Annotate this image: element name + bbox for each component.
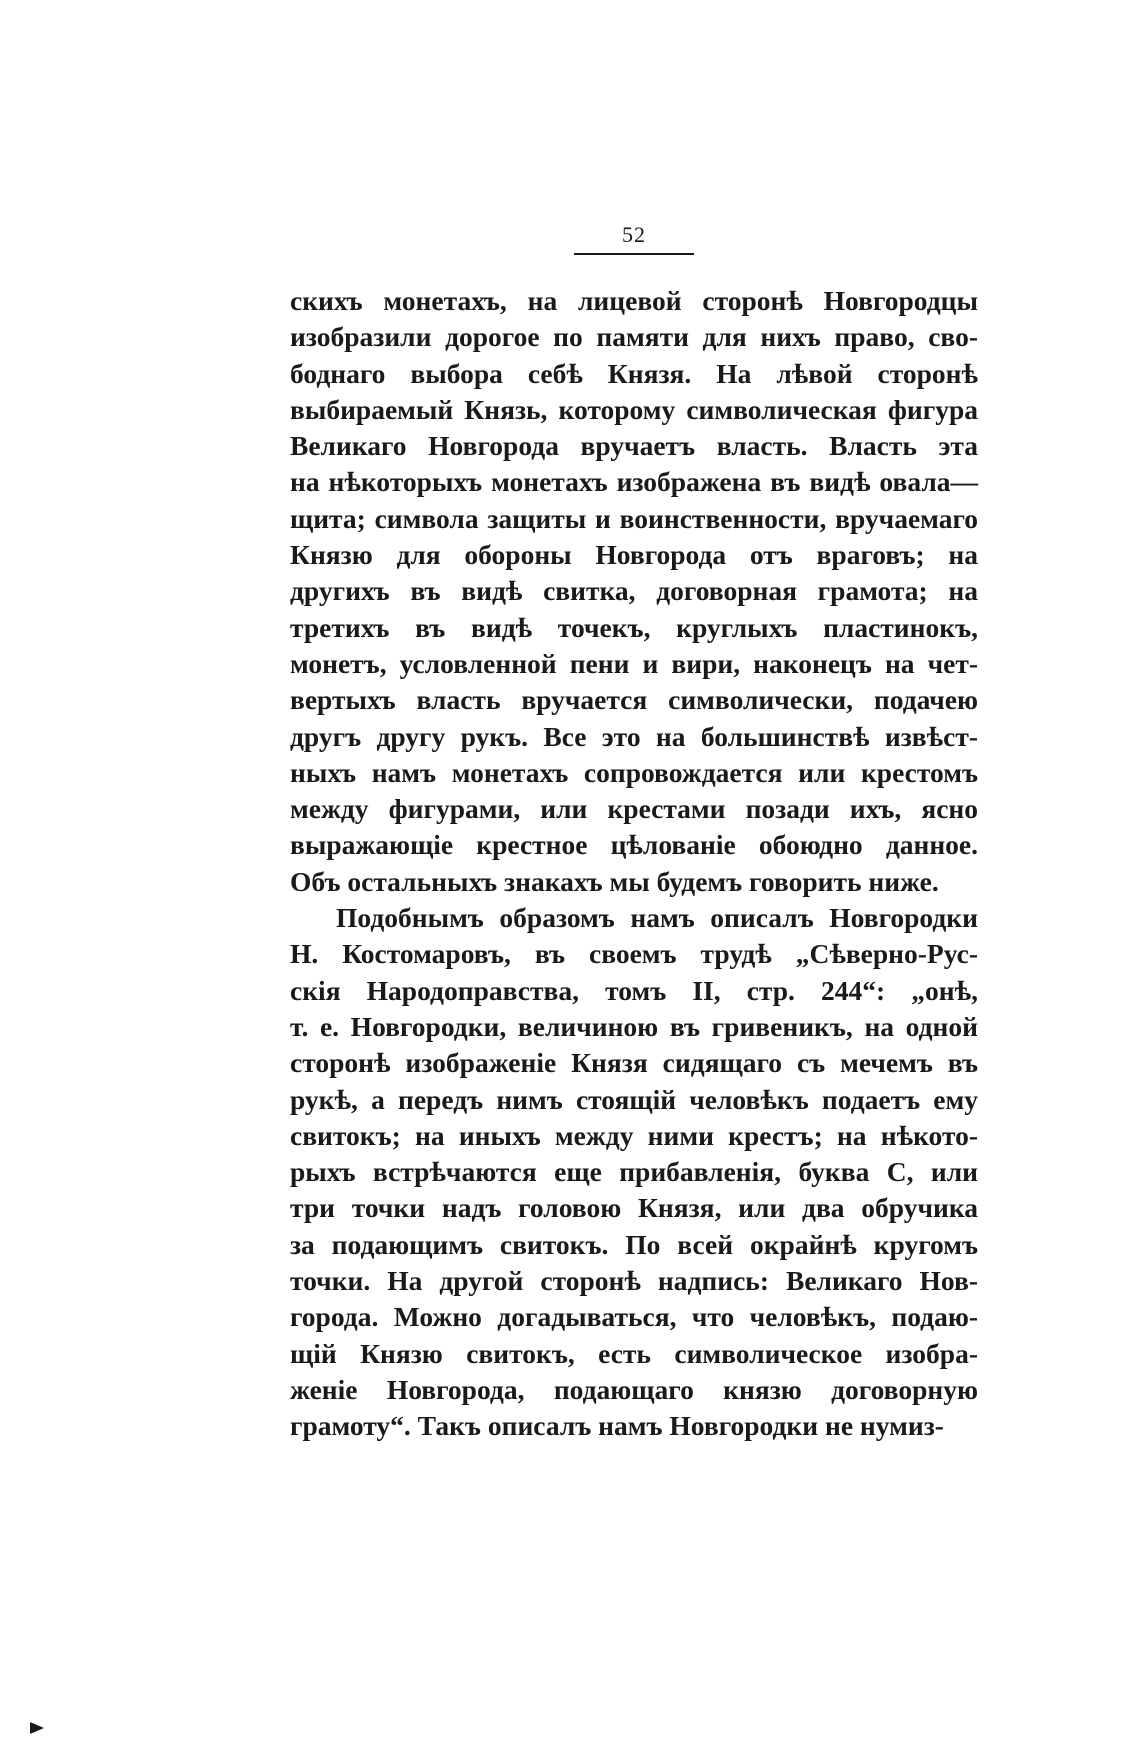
text-line: третихъ въ видѣ точекъ, круглыхъ пластинокъ, — [290, 611, 978, 643]
corner-arrow-icon — [30, 1722, 44, 1734]
paragraph-2 — [290, 900, 978, 1444]
text-line: т. е. Новгородки, величиною въ гривеникъ, на одной — [290, 1010, 978, 1042]
text-line: женіе Новгорода, подающаго князю договорную — [290, 1373, 978, 1405]
text-line: за подающимъ свитокъ. По всей окрайнѣ кругомъ — [290, 1228, 978, 1260]
text-line: грамоту“. Такъ описалъ намъ Новгородки не нумиз- — [290, 1410, 944, 1442]
text-line: Подобнымъ образомъ намъ описалъ Новгородки — [336, 902, 978, 934]
text-line: точки. На другой сторонѣ надпись: Великаго Нов- — [290, 1265, 978, 1297]
text-line: скія Народоправства, томъ II, стр. 244“: „онѣ, — [290, 974, 978, 1006]
text-line: скихъ монетахъ, на лицевой сторонѣ Новгородцы — [290, 285, 978, 316]
text-line: вертыхъ власть вручается символически, подачею — [290, 684, 978, 716]
text-line: щита; символа защиты и воинственности, вручаемаго — [290, 502, 978, 534]
text-line: Объ остальныхъ знакахъ мы будемъ говорить ниже. — [290, 865, 939, 897]
text-line: три точки надъ головою Князя, или два обручика — [290, 1192, 978, 1224]
text-line: боднаго выбора себѣ Князя. На лѣвой сторонѣ — [290, 357, 978, 389]
page-number: 52 — [622, 222, 646, 247]
paragraph-1 — [290, 283, 978, 900]
text-line: выбираемый Князь, которому символическая фигура — [290, 393, 978, 425]
text-line: Князю для обороны Новгорода отъ враговъ; на — [290, 539, 978, 571]
text-line: монетъ, условленной пени и вири, наконецъ на чет- — [290, 647, 978, 679]
text-line: Н. Костомаровъ, въ своемъ трудѣ „Сѣверно-Рус- — [290, 938, 978, 970]
text-line: выражающіе крестное цѣлованіе обоюдно данное. — [290, 829, 978, 861]
text-line: другихъ въ видѣ свитка, договорная грамота; на — [290, 575, 978, 607]
text-line: на нѣкоторыхъ монетахъ изображена въ видѣ овала— — [290, 466, 978, 498]
text-line: рыхъ встрѣчаются еще прибавленія, буква С, или — [290, 1156, 978, 1188]
text-line: ныхъ намъ монетахъ сопровождается или крестомъ — [290, 756, 978, 788]
body-text — [290, 283, 978, 1445]
text-line: между фигурами, или крестами позади ихъ, ясно — [290, 793, 978, 825]
header-rule — [574, 253, 694, 255]
text-line: Великаго Новгорода вручаетъ власть. Власть эта — [290, 430, 978, 462]
text-line: изобразили дорогое по памяти для нихъ право, сво- — [290, 321, 978, 353]
text-line: другъ другу рукъ. Все это на большинствѣ извѣст- — [290, 720, 978, 752]
text-line: свитокъ; на иныхъ между ними крестъ; на нѣкото- — [290, 1119, 978, 1151]
text-line: города. Можно догадываться, что человѣкъ, подаю- — [290, 1301, 978, 1333]
text-line: сторонѣ изображеніе Князя сидящаго съ мечемъ въ — [290, 1047, 978, 1079]
text-line: щій Князю свитокъ, есть символическое изобра- — [290, 1337, 978, 1369]
text-line: рукѣ, а передъ нимъ стоящій человѣкъ подаетъ ему — [290, 1083, 978, 1115]
